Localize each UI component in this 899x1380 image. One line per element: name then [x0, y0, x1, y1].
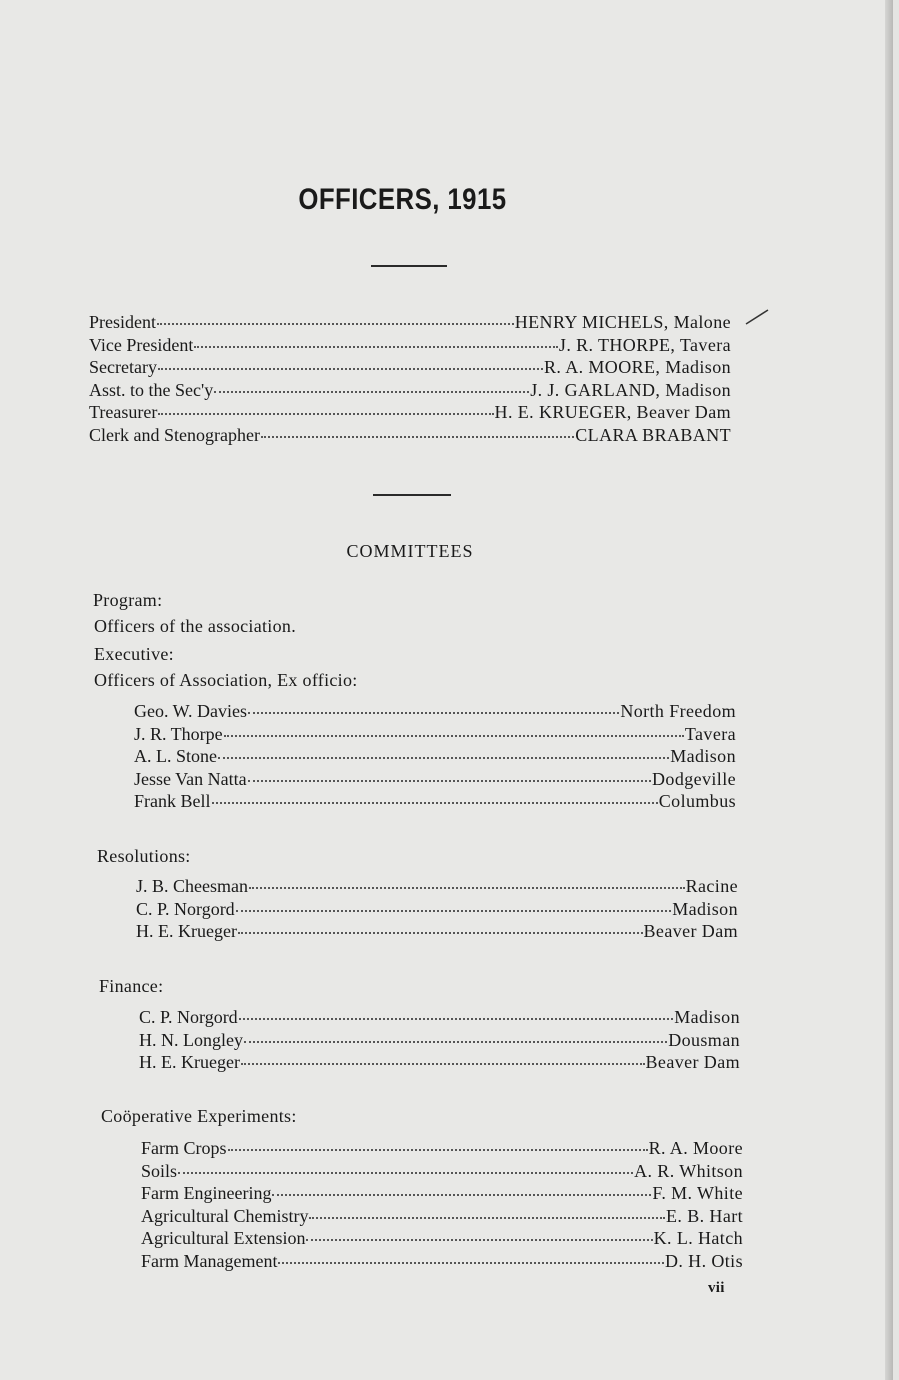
member-row: [134, 768, 736, 791]
member-place: Beaver Dam: [645, 1052, 740, 1072]
dot-leader: [272, 1194, 651, 1196]
member-name: Jesse Van Natta: [134, 768, 247, 789]
member-row: [136, 920, 738, 943]
dot-leader: [194, 346, 558, 348]
member-place: D. H. Otis: [664, 1250, 743, 1271]
member-row: [139, 1051, 740, 1074]
dot-leader: [241, 1063, 645, 1065]
page-number: vii: [708, 1280, 725, 1296]
officer-role: Vice President: [89, 334, 194, 355]
member-row: [141, 1250, 743, 1273]
member-row: [141, 1182, 743, 1205]
member-place: Dodgeville: [652, 768, 736, 789]
member-name: H. E. Krueger: [139, 1052, 240, 1072]
dot-leader: [244, 1041, 667, 1043]
member-place: K. L. Hatch: [653, 1228, 743, 1248]
member-place: Madison: [670, 746, 736, 766]
member-row: [134, 745, 736, 768]
member-name: Farm Crops: [141, 1138, 227, 1158]
executive-text: Officers of Association, Ex officio:: [94, 670, 358, 690]
dot-leader: [309, 1217, 665, 1219]
resolutions-label: Resolutions:: [97, 846, 191, 866]
program-text: Officers of the association.: [94, 616, 297, 636]
member-row: [139, 1006, 740, 1029]
member-name: Farm Engineering: [141, 1183, 272, 1203]
officer-role: Asst. to the Sec'y: [89, 379, 214, 400]
member-row: [141, 1205, 743, 1228]
divider: [373, 494, 451, 496]
member-place: F. M. White: [652, 1183, 743, 1203]
dot-leader: [228, 1149, 648, 1151]
member-name: Soils: [141, 1160, 178, 1181]
member-place: Madison: [672, 898, 738, 919]
member-place: Madison: [674, 1007, 740, 1027]
dot-leader: [158, 368, 543, 370]
dot-leader: [158, 413, 493, 415]
member-place: E. B. Hart: [666, 1205, 743, 1226]
officer-row: [89, 334, 731, 357]
cooperative-members: [141, 1137, 743, 1272]
member-name: Agricultural Chemistry: [141, 1205, 309, 1226]
officer-name: H. E. KRUEGER, Beaver Dam: [494, 402, 731, 422]
officer-name: J. R. THORPE, Tavera: [558, 334, 731, 355]
pencil-mark-icon: [744, 306, 770, 328]
dot-leader: [218, 757, 669, 759]
dot-leader: [239, 1018, 674, 1020]
dot-leader: [248, 712, 619, 714]
member-name: Agricultural Extension: [141, 1228, 306, 1248]
member-name: J. B. Cheesman: [136, 876, 248, 896]
dot-leader: [178, 1172, 633, 1174]
executive-members: [134, 700, 736, 813]
dot-leader: [224, 735, 684, 737]
member-place: Columbus: [658, 791, 736, 811]
member-name: C. P. Norgord: [139, 1007, 238, 1027]
page-title: OFFICERS, 1915: [298, 183, 507, 216]
member-place: A. R. Whitson: [634, 1160, 743, 1181]
officer-row: [89, 401, 731, 424]
finance-label: Finance:: [99, 976, 164, 996]
member-place: Racine: [685, 876, 738, 896]
officers-list: [89, 311, 731, 446]
member-name: C. P. Norgord: [136, 898, 235, 919]
member-place: Dousman: [668, 1029, 740, 1050]
divider: [371, 265, 447, 267]
member-row: [136, 898, 738, 921]
dot-leader: [306, 1239, 652, 1241]
dot-leader: [238, 932, 643, 934]
dot-leader: [278, 1262, 664, 1264]
officer-name: HENRY MICHELS, Malone: [514, 312, 731, 332]
officer-row: [89, 311, 731, 334]
member-row: [141, 1227, 743, 1250]
officer-name: R. A. MOORE, Madison: [543, 357, 731, 377]
officer-role: Clerk and Stenographer: [89, 424, 260, 445]
cooperative-label: Coöperative Experiments:: [101, 1106, 297, 1126]
officer-name: CLARA BRABANT: [575, 424, 731, 445]
officer-role: Secretary: [89, 357, 157, 377]
dot-leader: [214, 391, 529, 393]
member-row: [141, 1160, 743, 1183]
member-place: Beaver Dam: [643, 921, 738, 941]
member-row: [141, 1137, 743, 1160]
executive-label: Executive:: [94, 644, 174, 664]
member-name: H. N. Longley: [139, 1029, 243, 1050]
member-name: Farm Management: [141, 1250, 278, 1271]
resolutions-members: [136, 875, 738, 943]
dot-leader: [249, 887, 685, 889]
member-name: H. E. Krueger: [136, 921, 237, 941]
member-name: Frank Bell: [134, 791, 211, 811]
officer-row: [89, 424, 731, 447]
member-place: Tavera: [684, 723, 736, 744]
member-row: [134, 723, 736, 746]
page-edge: [885, 0, 893, 1380]
officer-row: [89, 356, 731, 379]
officer-role: Treasurer: [89, 402, 158, 422]
section-heading: COMMITTEES: [346, 541, 474, 561]
member-place: R. A. Moore: [648, 1138, 743, 1158]
member-row: [139, 1029, 740, 1052]
dot-leader: [157, 323, 514, 325]
dot-leader: [236, 910, 672, 912]
member-row: [136, 875, 738, 898]
officer-row: [89, 379, 731, 402]
officer-name: J. J. GARLAND, Madison: [530, 379, 731, 400]
dot-leader: [261, 436, 574, 438]
member-row: [134, 790, 736, 813]
member-row: [134, 700, 736, 723]
officer-role: President: [89, 312, 156, 332]
member-name: A. L. Stone: [134, 746, 217, 766]
member-name: Geo. W. Davies: [134, 701, 247, 721]
member-place: North Freedom: [620, 701, 736, 721]
dot-leader: [212, 802, 658, 804]
program-label: Program:: [93, 590, 163, 610]
member-name: J. R. Thorpe: [134, 723, 223, 744]
dot-leader: [248, 780, 651, 782]
finance-members: [139, 1006, 740, 1074]
